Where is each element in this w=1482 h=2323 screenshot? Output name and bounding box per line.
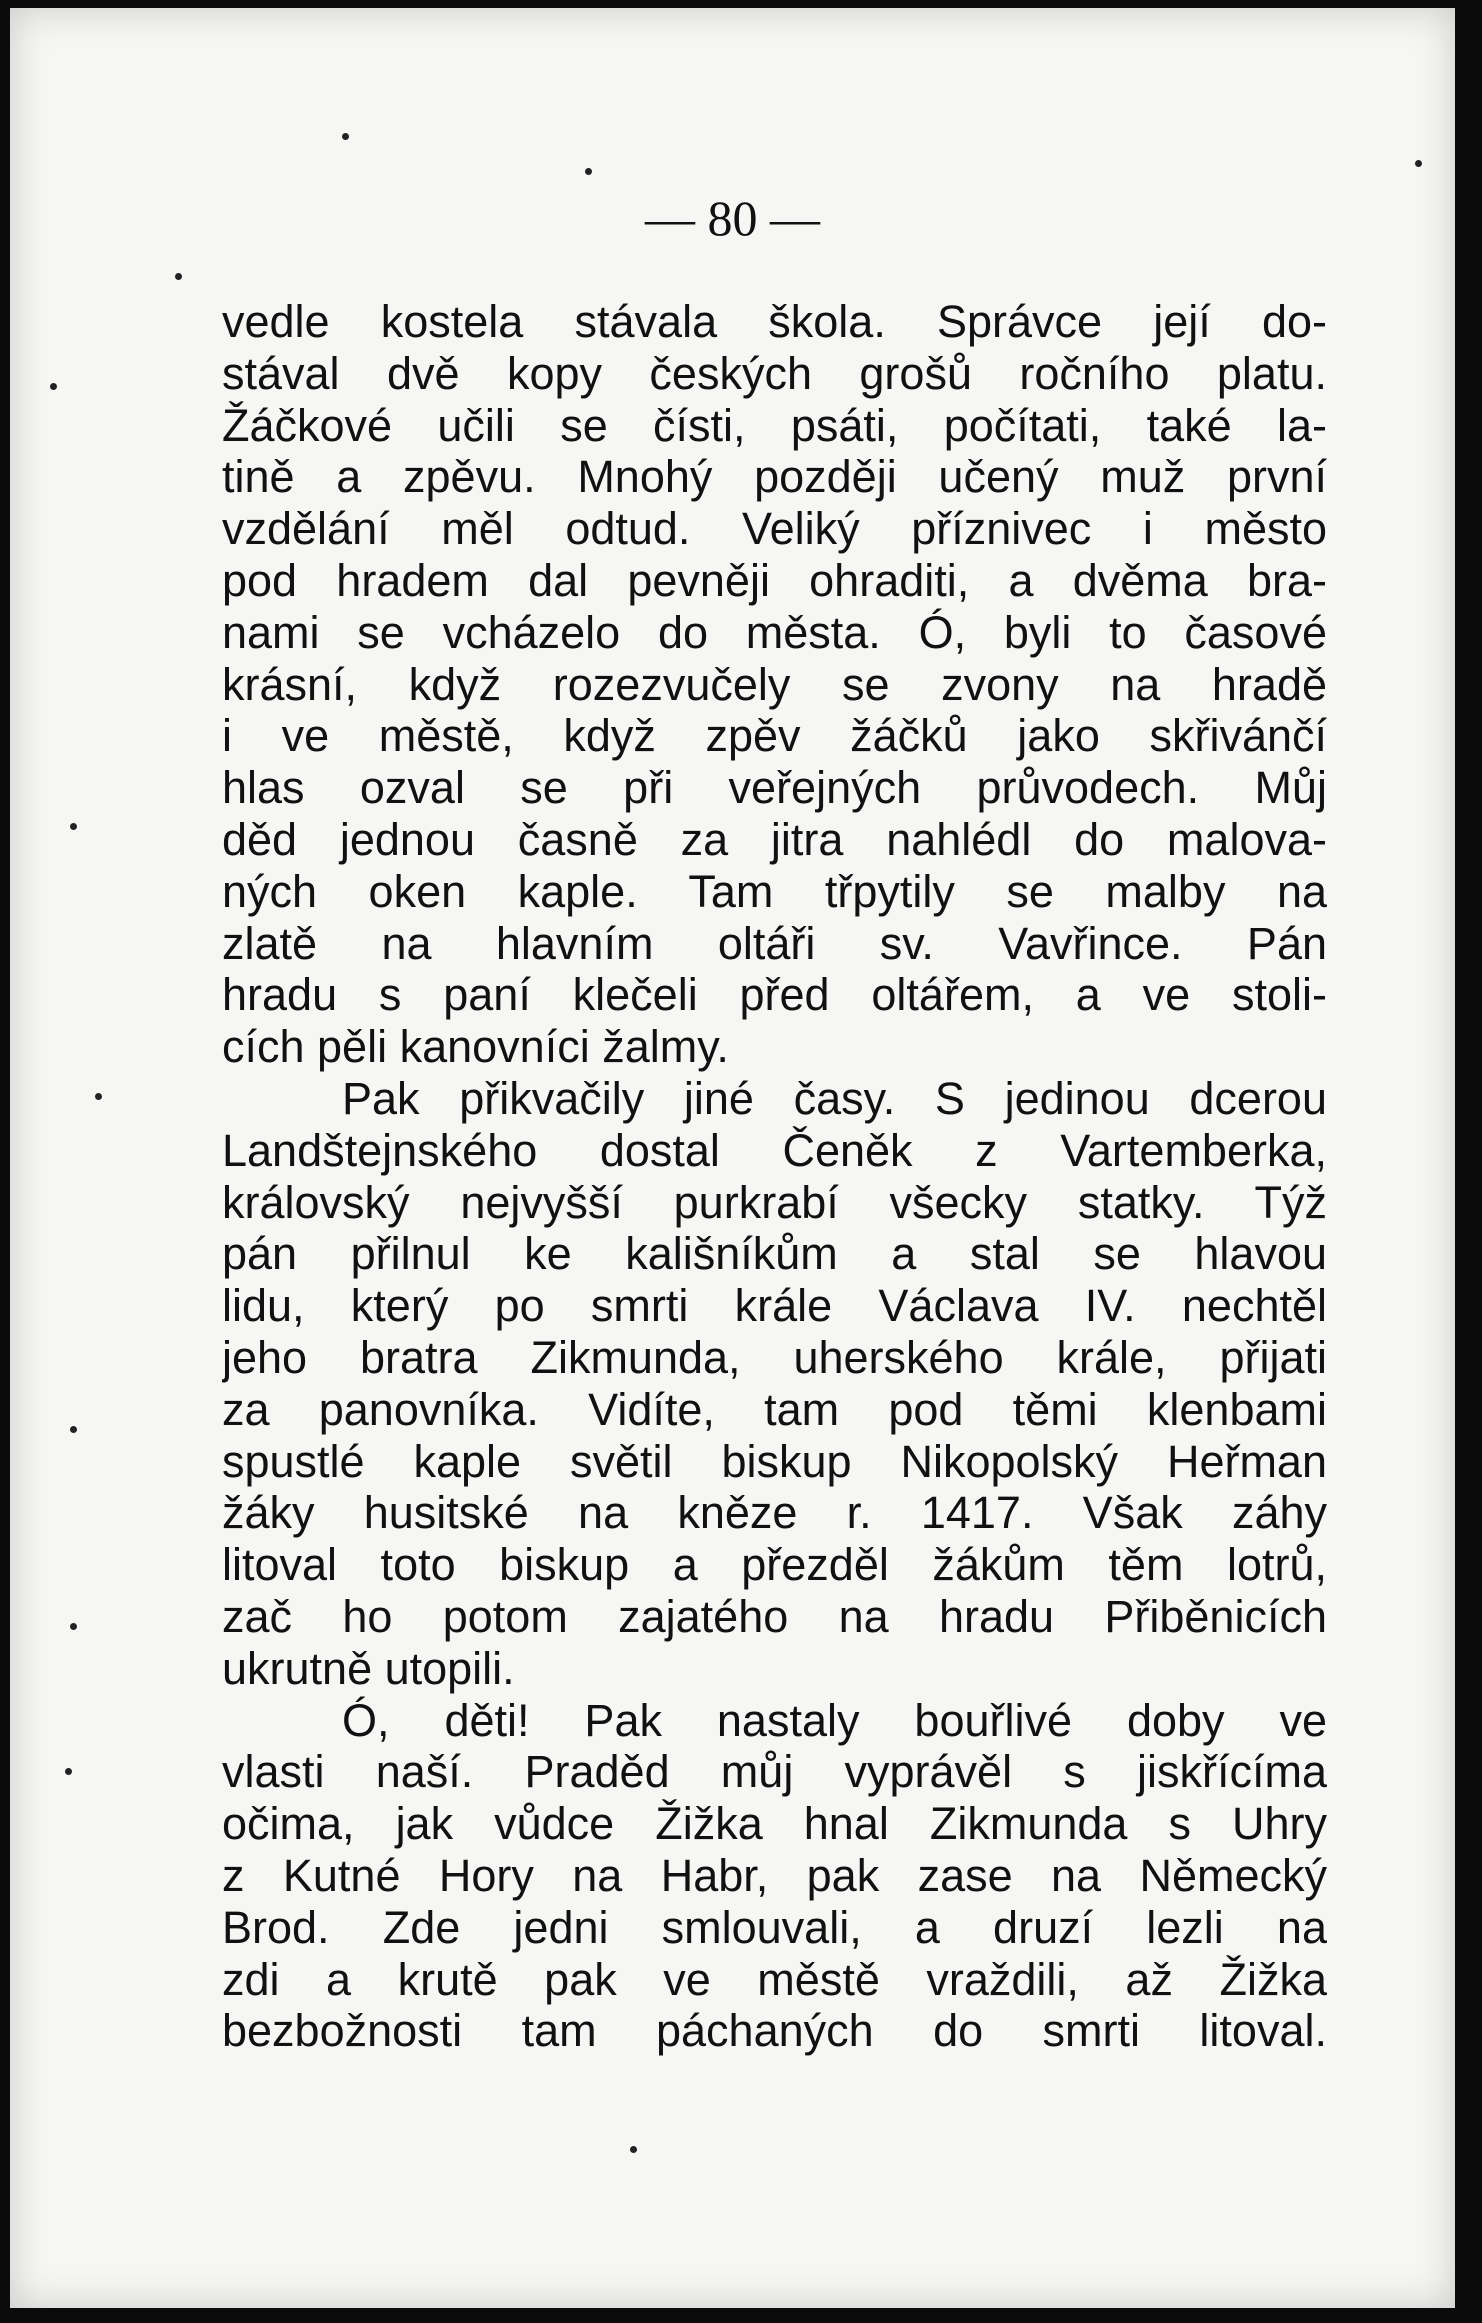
scan-speck [70,1623,77,1630]
text-line: vedle kostela stávala škola. Správce její do- [222,296,1327,347]
body-text [222,296,1327,2057]
paragraph-1 [222,296,1327,1073]
text-line: Ó, děti! Pak nastaly bouřlivé doby ve [342,1694,1327,1746]
text-line: krásní, když rozezvučely se zvony na hradě [222,658,1327,710]
text-line: očima, jak vůdce Žižka hnal Zikmunda s Uhry [222,1798,1327,1850]
text-line: žáky husitské na kněze r. 1417. Však záhy [222,1487,1327,1539]
text-line: lidu, který po smrti krále Václava IV. nechtěl [222,1280,1327,1332]
book-page [10,8,1455,2308]
scan-speck [1415,160,1422,167]
scan-speck [70,823,77,830]
scan-speck [65,1768,72,1775]
scan-speck [585,168,592,175]
text-line: pán přilnul ke kališníkům a stal se hlavou [222,1228,1327,1280]
text-line: Pak přikvačily jiné časy. S jedinou dcerou [342,1072,1327,1124]
text-line: zač ho potom zajatého na hradu Přiběnicích [222,1590,1327,1642]
text-line: Brod. Zde jedni smlouvali, a druzí lezli na [222,1901,1327,1953]
text-line: hradu s paní klečeli před oltářem, a ve stoli- [222,969,1327,1021]
scan-speck [175,273,182,280]
paragraph-3 [222,1695,1327,2058]
text-line: zdi a krutě pak ve městě vraždili, až Žižka [222,1953,1327,2005]
text-line: Landštejnského dostal Čeněk z Vartemberka, [222,1124,1327,1176]
page-number: — 80 — [645,190,820,246]
text-line: Žáčkové učili se čísti, psáti, počítati, také la- [222,399,1327,451]
scan-speck [95,1093,102,1100]
text-line: děd jednou časně za jitra nahlédl do malova- [222,813,1327,865]
text-line: zlatě na hlavním oltáři sv. Vavřince. Pán [222,917,1327,969]
scan-speck [50,383,57,390]
text-line: cích pěli kanovníci žalmy. [222,1021,729,1073]
text-line: spustlé kaple světil biskup Nikopolský Heřman [222,1435,1327,1487]
text-line: vlasti naší. Praděd můj vyprávěl s jiskřícíma [222,1746,1327,1798]
text-line: tině a zpěvu. Mnohý později učený muž první [222,451,1327,503]
text-line: pod hradem dal pevněji ohraditi, a dvěma bra- [222,554,1327,606]
text-line: bezbožnosti tam páchaných do smrti litoval. [222,2005,1327,2057]
scan-speck [630,2146,637,2153]
text-line: z Kutné Hory na Habr, pak zase na Německý [222,1849,1327,1901]
text-line: litoval toto biskup a přezděl žákům těm lotrů, [222,1539,1327,1591]
text-line: královský nejvyšší purkrabí všecky statky. Týž [222,1176,1327,1228]
text-line: jeho bratra Zikmunda, uherského krále, přijati [222,1331,1327,1383]
text-line: stával dvě kopy českých grošů ročního platu. [222,347,1327,399]
paragraph-2 [222,1073,1327,1695]
text-line: vzdělání měl odtud. Veliký příznivec i město [222,503,1327,555]
text-line: hlas ozval se při veřejných průvodech. Můj [222,762,1327,814]
text-line: ných oken kaple. Tam třpytily se malby na [222,865,1327,917]
text-line: i ve městě, když zpěv žáčků jako skřivánčí [222,710,1327,762]
scan-speck [70,1426,77,1433]
text-line: za panovníka. Vidíte, tam pod těmi klenbami [222,1383,1327,1435]
text-line: ukrutně utopili. [222,1642,515,1694]
scan-speck [342,133,349,140]
text-line: nami se vcházelo do města. Ó, byli to časové [222,606,1327,658]
